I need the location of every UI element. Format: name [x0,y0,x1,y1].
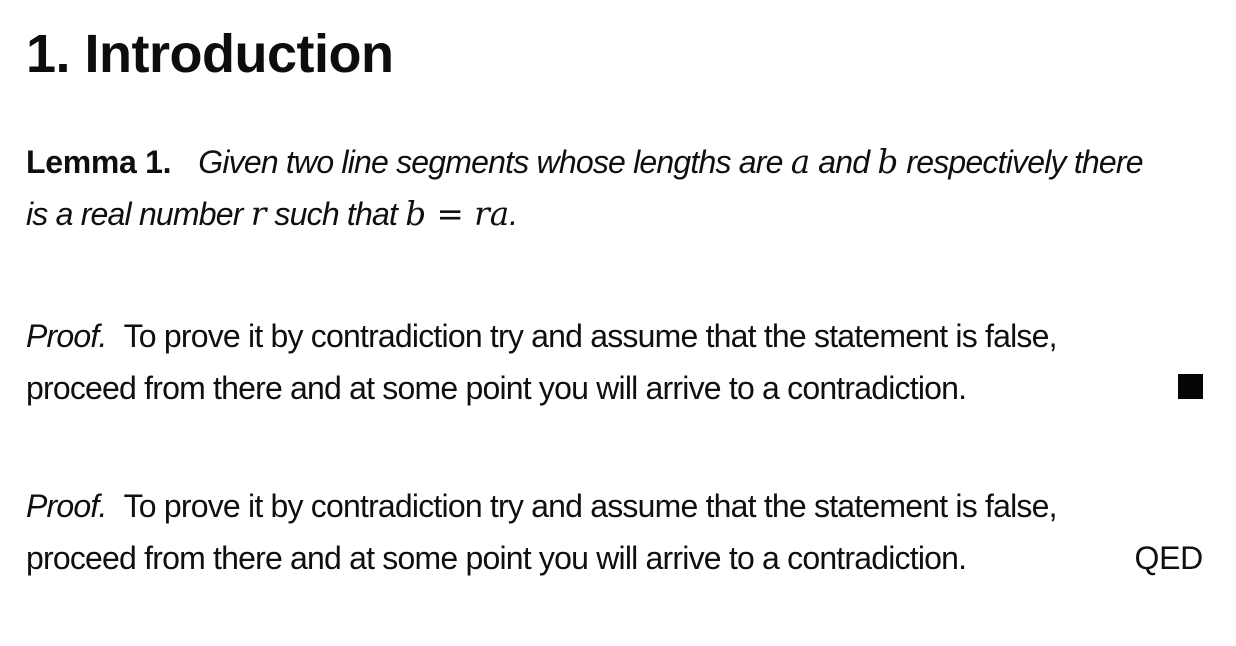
text-run-ilabel: Proof. [26,488,107,524]
text-run-math: b = ra [405,195,510,233]
text-line [26,136,1203,188]
text-run-it: . [509,196,518,232]
text-run-rm: To prove it by contradiction try and assume that the statement is false, [123,488,1057,524]
text-line [26,310,1203,362]
text-run-math: a [790,143,811,181]
text-run-it: such that [266,196,406,232]
text-run-math: r [250,195,267,233]
text-run-it: and [810,144,878,180]
text-run-rm: proceed from there and at some point you will arrive to a contradiction. [26,370,967,406]
text-line [26,532,1203,584]
proof-paragraph-qed-text [26,480,1203,584]
text-line [26,362,1203,414]
qed-square-icon [1178,374,1203,399]
text-run-blabel: Lemma 1. [26,144,172,180]
text-line [26,480,1203,532]
text-run-it: Given two line segments whose lengths are [198,144,791,180]
document-body [0,22,1236,584]
text-run-it: respectively there [898,144,1143,180]
text-run-math: b [877,143,899,181]
lemma-paragraph [26,136,1203,240]
qed-text-marker: QED [1134,540,1203,576]
text-run-ilabel: Proof. [26,318,107,354]
text-run-it: is a real number [26,196,251,232]
text-line [26,188,1203,240]
section-heading: 1. Introduction [26,24,394,84]
proof-paragraph-square [26,310,1203,414]
text-run-rm: proceed from there and at some point you will arrive to a contradiction. [26,540,967,576]
text-run-rm: To prove it by contradiction try and assume that the statement is false, [123,318,1057,354]
